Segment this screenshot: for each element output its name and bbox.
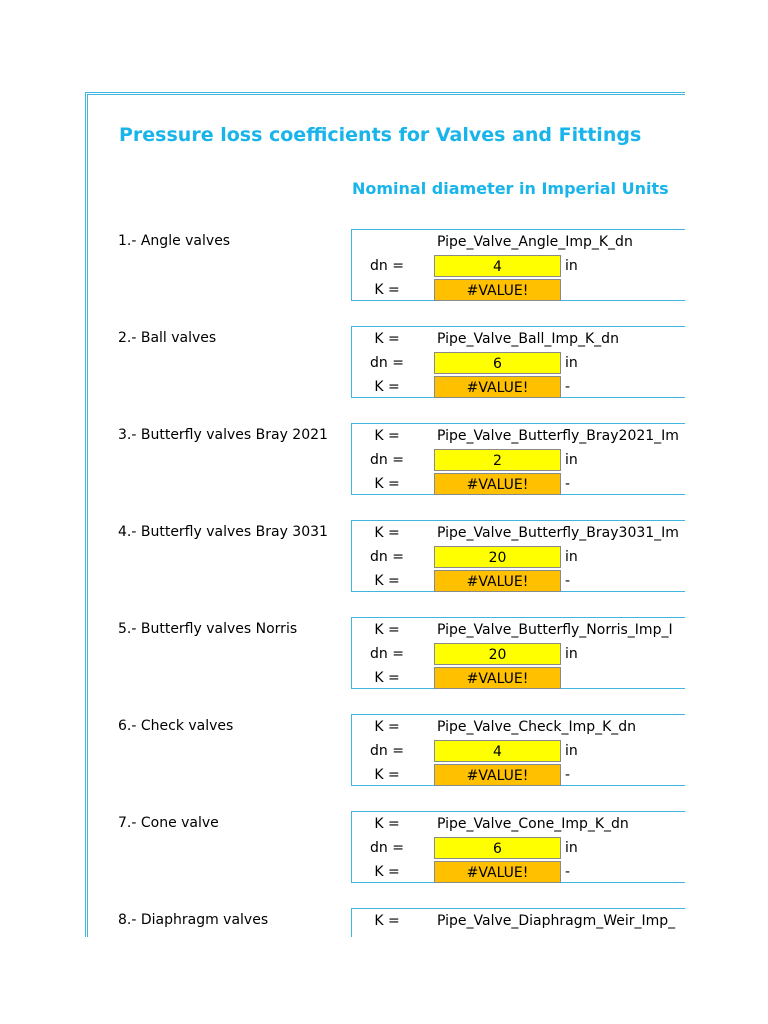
dn-label: dn = <box>370 258 404 274</box>
function-k-label: K = <box>374 719 400 735</box>
spreadsheet-sheet <box>85 92 685 937</box>
dn-unit: in <box>565 840 578 856</box>
valve-section <box>88 326 685 400</box>
dn-label: dn = <box>370 549 404 565</box>
section-label: 2.- Ball valves <box>118 330 217 346</box>
valve-section <box>88 908 685 937</box>
dn-label: dn = <box>370 646 404 662</box>
dn-input-cell[interactable]: 20 <box>434 546 561 568</box>
dn-input-cell[interactable]: 4 <box>434 255 561 277</box>
dn-label: dn = <box>370 452 404 468</box>
k-label: K = <box>374 476 400 492</box>
dn-unit: in <box>565 646 578 662</box>
dn-input-cell[interactable]: 6 <box>434 352 561 374</box>
dn-input-cell[interactable]: 2 <box>434 449 561 471</box>
section-label: 1.- Angle valves <box>118 233 231 249</box>
dn-input-cell[interactable]: 20 <box>434 643 561 665</box>
dn-unit: in <box>565 549 578 565</box>
calc-box <box>351 714 685 786</box>
dn-row <box>352 448 685 472</box>
section-label: 3.- Butterfly valves Bray 2021 <box>118 427 328 443</box>
dn-unit: in <box>565 743 578 759</box>
function-name: Pipe_Valve_Diaphragm_Weir_Imp_ <box>437 913 676 929</box>
k-output-cell[interactable]: #VALUE! <box>434 376 561 398</box>
function-k-label: K = <box>374 622 400 638</box>
function-name: Pipe_Valve_Cone_Imp_K_dn <box>437 816 629 832</box>
calc-box <box>351 326 685 398</box>
k-label: K = <box>374 282 400 298</box>
k-unit: - <box>565 573 571 589</box>
dn-unit: in <box>565 258 578 274</box>
section-label: 6.- Check valves <box>118 718 234 734</box>
dn-input-cell[interactable]: 4 <box>434 740 561 762</box>
dn-row <box>352 642 685 666</box>
k-unit: - <box>565 476 571 492</box>
function-k-label: K = <box>374 428 400 444</box>
k-label: K = <box>374 670 400 686</box>
function-name: Pipe_Valve_Butterfly_Bray3031_Im <box>437 525 679 541</box>
page-subtitle: Nominal diameter in Imperial Units <box>352 179 669 198</box>
calc-box <box>351 423 685 495</box>
function-row <box>352 424 685 448</box>
dn-row <box>352 836 685 860</box>
k-output-cell[interactable]: #VALUE! <box>434 473 561 495</box>
k-unit: - <box>565 864 571 880</box>
dn-row <box>352 545 685 569</box>
k-row <box>352 763 685 787</box>
dn-row <box>352 254 685 278</box>
k-row <box>352 375 685 399</box>
k-label: K = <box>374 379 400 395</box>
function-name: Pipe_Valve_Butterfly_Norris_Imp_I <box>437 622 673 638</box>
k-unit: - <box>565 767 571 783</box>
function-row <box>352 812 685 836</box>
valve-section <box>88 811 685 885</box>
calc-box <box>351 908 685 937</box>
section-label: 5.- Butterfly valves Norris <box>118 621 298 637</box>
calc-box <box>351 229 685 301</box>
function-name: Pipe_Valve_Ball_Imp_K_dn <box>437 331 619 347</box>
k-row <box>352 860 685 884</box>
function-row <box>352 618 685 642</box>
section-label: 7.- Cone valve <box>118 815 219 831</box>
k-row <box>352 472 685 496</box>
function-k-label: K = <box>374 525 400 541</box>
calc-box <box>351 520 685 592</box>
function-row <box>352 327 685 351</box>
dn-unit: in <box>565 452 578 468</box>
calc-box <box>351 617 685 689</box>
k-row <box>352 569 685 593</box>
function-row <box>352 230 685 254</box>
valve-section <box>88 423 685 497</box>
k-label: K = <box>374 864 400 880</box>
k-output-cell[interactable]: #VALUE! <box>434 279 561 301</box>
k-output-cell[interactable]: #VALUE! <box>434 861 561 883</box>
function-name: Pipe_Valve_Check_Imp_K_dn <box>437 719 637 735</box>
function-k-label: K = <box>374 816 400 832</box>
valve-section <box>88 229 685 303</box>
dn-label: dn = <box>370 743 404 759</box>
function-row <box>352 715 685 739</box>
k-label: K = <box>374 767 400 783</box>
page-title: Pressure loss coefficients for Valves and Fittings <box>119 124 642 146</box>
section-label: 8.- Diaphragm valves <box>118 912 269 928</box>
function-row <box>352 909 685 933</box>
dn-unit: in <box>565 355 578 371</box>
calc-box <box>351 811 685 883</box>
function-k-label: K = <box>374 331 400 347</box>
valve-section <box>88 520 685 594</box>
function-k-label: K = <box>374 913 400 929</box>
function-name: Pipe_Valve_Butterfly_Bray2021_Im <box>437 428 679 444</box>
k-output-cell[interactable]: #VALUE! <box>434 667 561 689</box>
k-output-cell[interactable]: #VALUE! <box>434 764 561 786</box>
function-row <box>352 521 685 545</box>
dn-label: dn = <box>370 355 404 371</box>
section-label: 4.- Butterfly valves Bray 3031 <box>118 524 328 540</box>
dn-input-cell[interactable]: 6 <box>434 837 561 859</box>
k-output-cell[interactable]: #VALUE! <box>434 570 561 592</box>
function-name: Pipe_Valve_Angle_Imp_K_dn <box>437 234 633 250</box>
dn-row <box>352 351 685 375</box>
k-unit: - <box>565 379 571 395</box>
dn-row <box>352 739 685 763</box>
dn-label: dn = <box>370 840 404 856</box>
valve-section <box>88 617 685 691</box>
k-row <box>352 666 685 690</box>
k-row <box>352 278 685 302</box>
k-label: K = <box>374 573 400 589</box>
valve-section <box>88 714 685 788</box>
